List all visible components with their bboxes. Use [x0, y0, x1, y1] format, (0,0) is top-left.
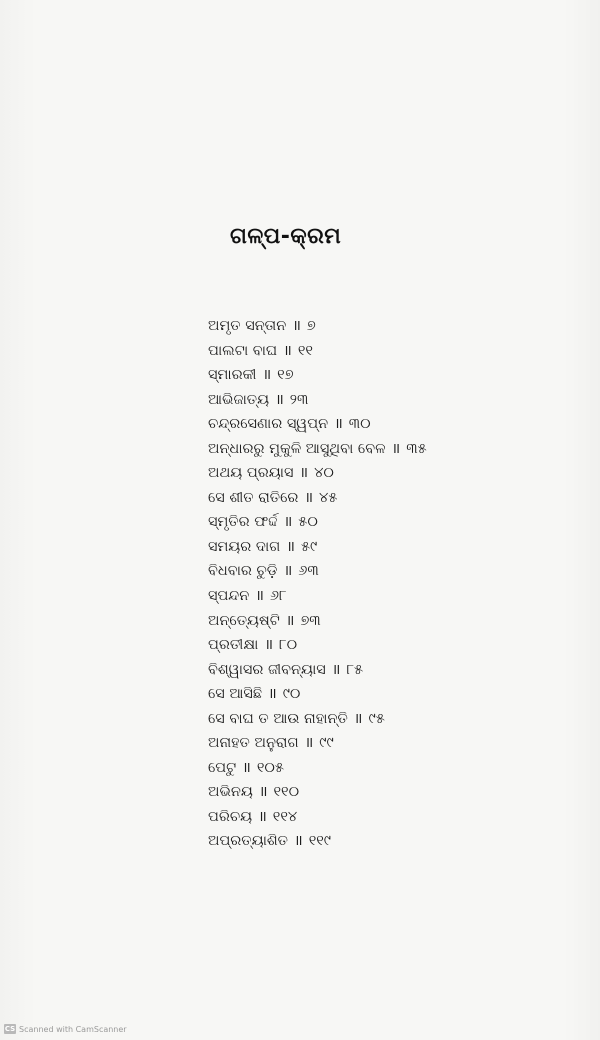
page-number: ୮୦ — [279, 637, 298, 654]
separator: ॥ — [258, 808, 267, 825]
toc-entry — [208, 707, 427, 732]
separator: ॥ — [331, 661, 341, 678]
story-title: ସ୍ପନ୍ଦନ — [208, 588, 250, 605]
story-title: ଅଥୟ ପ୍ରୟାସ — [208, 465, 294, 482]
story-title: ସେ ବାଘ ତ ଆଉ ନାହାନ୍ତି — [208, 710, 348, 727]
separator: ॥ — [353, 710, 363, 727]
separator: ॥ — [304, 735, 314, 752]
page-number: ୩୦ — [348, 416, 371, 433]
toc-entry — [208, 339, 427, 364]
page-number: ୨୩ — [289, 391, 309, 408]
separator: ॥ — [275, 391, 284, 408]
toc-entry — [208, 461, 427, 486]
story-title: ଅନାହତ ଅନୁରାଗ — [208, 735, 299, 752]
separator: ॥ — [268, 686, 277, 703]
story-title: ବିଧବାର ଚୁଡ଼ି — [208, 563, 278, 580]
page-number: ୧୦୫ — [256, 759, 284, 776]
toc-entry — [208, 780, 427, 805]
toc-entry — [208, 510, 427, 535]
separator: ॥ — [391, 440, 401, 457]
story-title: ପ୍ରତୀକ୍ଷା — [208, 637, 259, 654]
page-number: ୧୭ — [277, 367, 294, 384]
page-number: ୯୫ — [368, 710, 385, 727]
story-title: ସେ ଶୀତ ରାତିରେ — [208, 489, 299, 506]
watermark-text: Scanned with CamScanner — [19, 1024, 127, 1034]
separator: ॥ — [283, 342, 292, 359]
separator: ॥ — [304, 489, 314, 506]
page-number: ୪୦ — [314, 465, 334, 482]
story-title: ପେଟୁ — [208, 759, 237, 776]
toc-entry — [208, 633, 427, 658]
page-number: ୭୩ — [300, 612, 321, 629]
toc-entry — [208, 756, 427, 781]
toc-entry — [208, 584, 427, 609]
separator: ॥ — [262, 367, 272, 384]
page-number: ୩୫ — [406, 440, 427, 457]
story-title: ପାଲଟା ବାଘ — [208, 342, 278, 359]
separator: ॥ — [285, 612, 295, 629]
toc-entry — [208, 486, 427, 511]
scanner-watermark — [4, 1024, 127, 1034]
story-title: ଚନ୍ଦ୍ରସେଣାର ସ୍ୱପ୍ନ — [208, 416, 329, 433]
toc-entry — [208, 829, 427, 854]
separator: ॥ — [283, 563, 293, 580]
separator: ॥ — [283, 514, 293, 531]
story-title: ପରିଚୟ — [208, 808, 253, 825]
page-number: ୬୩ — [298, 563, 319, 580]
toc-entry — [208, 535, 427, 560]
toc-entry — [208, 682, 427, 707]
story-title: ଅଭିନୟ — [208, 784, 253, 801]
page-number: ୯୦ — [282, 686, 301, 703]
toc-entry — [208, 609, 427, 634]
story-title: ସେ ଆସିଛି — [208, 686, 263, 703]
toc-entry — [208, 314, 427, 339]
page-number: ୫୦ — [298, 514, 318, 531]
story-title: ସ୍ମୃତିର ଫର୍ଦ୍ଦ — [208, 514, 278, 531]
story-title: ଅନ୍ଧାରରୁ ମୁକୁଳି ଆସୁଥିବା ବେଳ — [208, 440, 386, 457]
toc-entry — [208, 388, 427, 413]
toc-title: ଗଳ୍ପ-କ୍ରମ — [230, 224, 342, 249]
separator: ॥ — [299, 465, 309, 482]
story-title: ସମୟର ଦାଗ — [208, 538, 281, 555]
page-number: ୧୧ — [297, 342, 313, 359]
toc-entry — [208, 437, 427, 462]
toc-entry — [208, 412, 427, 437]
story-title: ଆଭିଜାତ୍ୟ — [208, 391, 270, 408]
separator: ॥ — [242, 759, 251, 776]
toc-entry — [208, 363, 427, 388]
camscanner-logo-icon: CS — [4, 1025, 16, 1033]
page-number: ୪୫ — [319, 489, 338, 506]
separator: ॥ — [294, 833, 303, 850]
toc-entry — [208, 731, 427, 756]
page-number: ୯୯ — [319, 735, 334, 752]
separator: ॥ — [258, 784, 268, 801]
separator: ॥ — [255, 588, 264, 605]
page-number: ୧୧୪ — [272, 808, 298, 825]
page-number: ୧୧୯ — [308, 833, 332, 850]
separator: ॥ — [334, 416, 343, 433]
story-title: ଅନ୍ତ୍ୟେଷ୍ଟି — [208, 612, 280, 629]
toc-entry — [208, 559, 427, 584]
toc-entry — [208, 658, 427, 683]
story-title: ଅପ୍ରତ୍ୟାଶିତ — [208, 833, 289, 850]
toc-entry — [208, 805, 427, 830]
table-of-contents — [208, 314, 427, 854]
story-title: ବିଶ୍ୱାସର ଜୀବନ୍ୟାସ — [208, 661, 326, 678]
page-number: ୫୯ — [300, 538, 318, 555]
page-number: ୧୧୦ — [273, 784, 300, 801]
page-number: ୮୫ — [346, 661, 364, 678]
separator: ॥ — [264, 637, 274, 654]
story-title: ଅମୃତ ସନ୍ତାନ — [208, 318, 287, 334]
separator: ॥ — [286, 538, 295, 555]
page-number: ୬୮ — [269, 588, 287, 605]
separator: ॥ — [292, 318, 301, 334]
page-number: ୭ — [306, 318, 316, 334]
story-title: ସ୍ମାରକୀ — [208, 367, 257, 384]
